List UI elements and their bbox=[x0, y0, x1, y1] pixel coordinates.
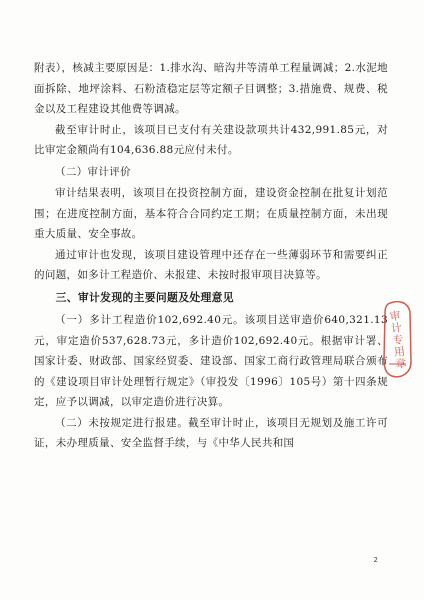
page-number: 2 bbox=[373, 556, 378, 564]
red-seal-stamp bbox=[380, 298, 414, 382]
paragraph-audit-results: 审计结果表明，该项目在投资控制方面，建设资金控制在批复计划范围；在进度控制方面，基本符合合同约定工期；在质量控制方面，未出现重大质量、安全事故。 bbox=[34, 187, 388, 240]
seal-text: 审计专用章 bbox=[387, 309, 408, 371]
document-body bbox=[34, 58, 388, 454]
section-heading-audit-evaluation: （二）审计评价 bbox=[55, 165, 131, 178]
paragraph-overstated-cost: （一）多计工程造价102,692.40元。该项目送审造价640,321.13元，审定造价537,628.73元，多计造价102,692.40元。根据审计署、国家计委、财政部、国家经贸委、建设部、国家工商行政管理局联合颁布的《建设项目审计处理暂行规定》（审投发〔1996〕105号）第十四条规定，应予以调减，以审定造价进行决算。 bbox=[34, 314, 388, 408]
paragraph-payment-status: 截至审计时止，该项目已支付有关建设款项共计432,991.85元，对比审定金额尚有104,636.88元应付未付。 bbox=[34, 123, 388, 156]
paragraph-reduction-reasons: 附表），核减主要原因是：1.排水沟、暗沟井等清单工程量调减；2.水泥地面拆除、地坪涂料、石粉渣稳定层等定额子目调整；3.措施费、规费、税金以及工程建设其他费等调减。 bbox=[34, 62, 388, 115]
section-heading-issues: 三、审计发现的主要问题及处理意见 bbox=[55, 290, 234, 304]
paragraph-missing-registration: （二）未按规定进行报建。截至审计时止，该项目无规划及施工许可证，未办理质量、安全监督手续，与《中华人民共和国 bbox=[34, 416, 388, 449]
paragraph-weaknesses: 通过审计也发现，该项目建设管理中还存在一些薄弱环节和需要纠正的问题，如多计工程造价、未报建、未按时报审项目决算等。 bbox=[34, 248, 388, 281]
